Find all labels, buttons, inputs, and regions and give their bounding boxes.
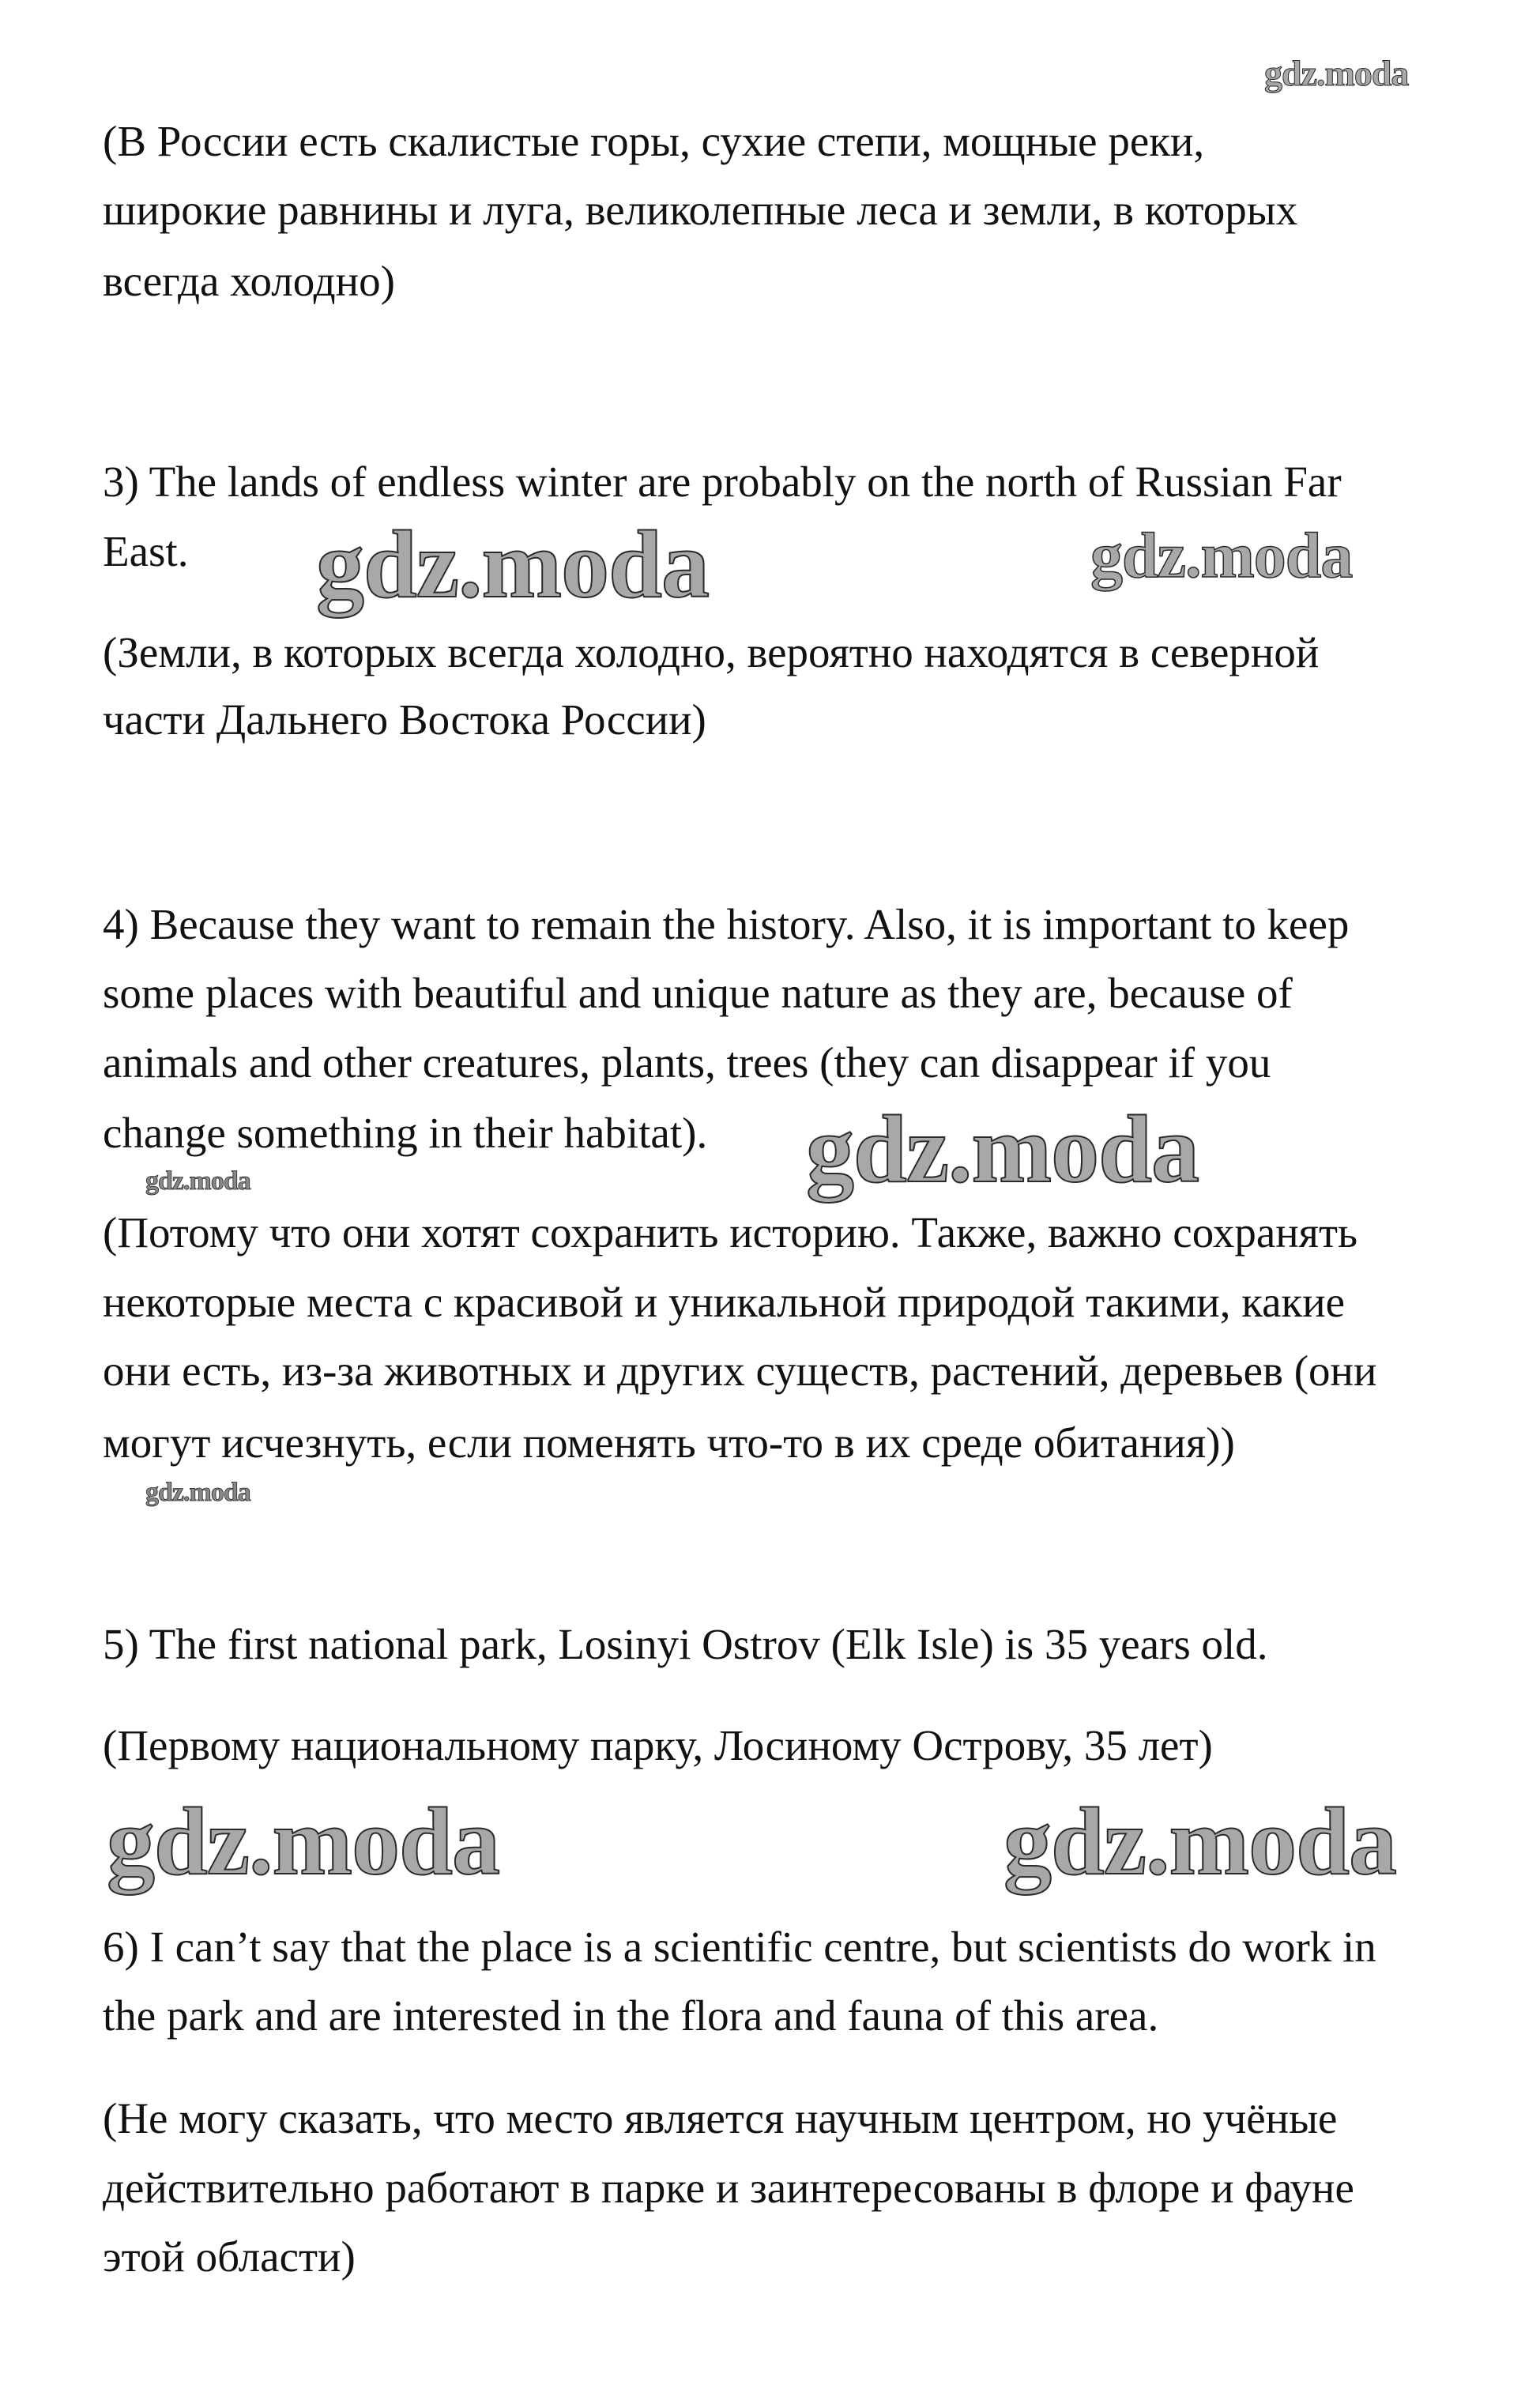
answer-4-line: 4) Because they want to remain the history. Also, it is important to keep [103, 900, 1350, 948]
answer-6-line: the park and are interested in the flora and fauna of this area. [103, 1991, 1159, 2040]
translation-5-line: (Первому национальному парку, Лосиному Острову, 35 лет) [103, 1721, 1213, 1769]
text-line: широкие равнины и луга, великолепные леса и земли, в которых [103, 186, 1298, 234]
watermark: gdz.moda [145, 1166, 250, 1196]
translation-6-line: этой области) [103, 2232, 356, 2281]
watermark: gdz.moda [1264, 53, 1409, 93]
translation-4-line: некоторые места с красивой и уникальной природой такими, какие [103, 1278, 1346, 1326]
answer-5-line: 5) The first national park, Losinyi Ostrov (Elk Isle) is 35 years old. [103, 1620, 1268, 1668]
text-line: (В России есть скалистые горы, сухие степи, мощные реки, [103, 117, 1205, 165]
translation-6-line: (Не могу сказать, что место является научным центром, но учёные [103, 2094, 1338, 2142]
watermark: gdz.moda [107, 1788, 499, 1895]
watermark: gdz.moda [806, 1096, 1199, 1203]
answer-3-line: East. [103, 527, 189, 575]
answer-6-line: 6) I can’t say that the place is a scientific centre, but scientists do work in [103, 1923, 1376, 1971]
answer-4-line: some places with beautiful and unique nature as they are, because of [103, 969, 1293, 1017]
watermark: gdz.moda [316, 511, 709, 618]
translation-4-line: они есть, из-за животных и других существ, растений, деревьев (они [103, 1347, 1377, 1395]
translation-6-line: действительно работают в парке и заинтересованы в флоре и фауне [103, 2164, 1354, 2212]
text-line: всегда холодно) [103, 257, 395, 305]
translation-3-line: (Земли, в которых всегда холодно, вероятно находятся в северной [103, 628, 1320, 676]
translation-4-line: могут исчезнуть, если поменять что-то в их среде обитания)) [103, 1418, 1235, 1467]
watermark: gdz.moda [1003, 1788, 1396, 1895]
watermark: gdz.moda [1090, 519, 1353, 591]
translation-4-line: (Потому что они хотят сохранить историю. Также, важно сохранять [103, 1208, 1358, 1256]
answer-3-line: 3) The lands of endless winter are probably on the north of Russian Far [103, 458, 1342, 506]
watermark: gdz.moda [145, 1478, 250, 1507]
translation-3-line: части Дальнего Востока России) [103, 695, 706, 744]
answer-4-line: animals and other creatures, plants, trees (they can disappear if you [103, 1038, 1271, 1087]
answer-4-line: change something in their habitat). [103, 1109, 708, 1157]
